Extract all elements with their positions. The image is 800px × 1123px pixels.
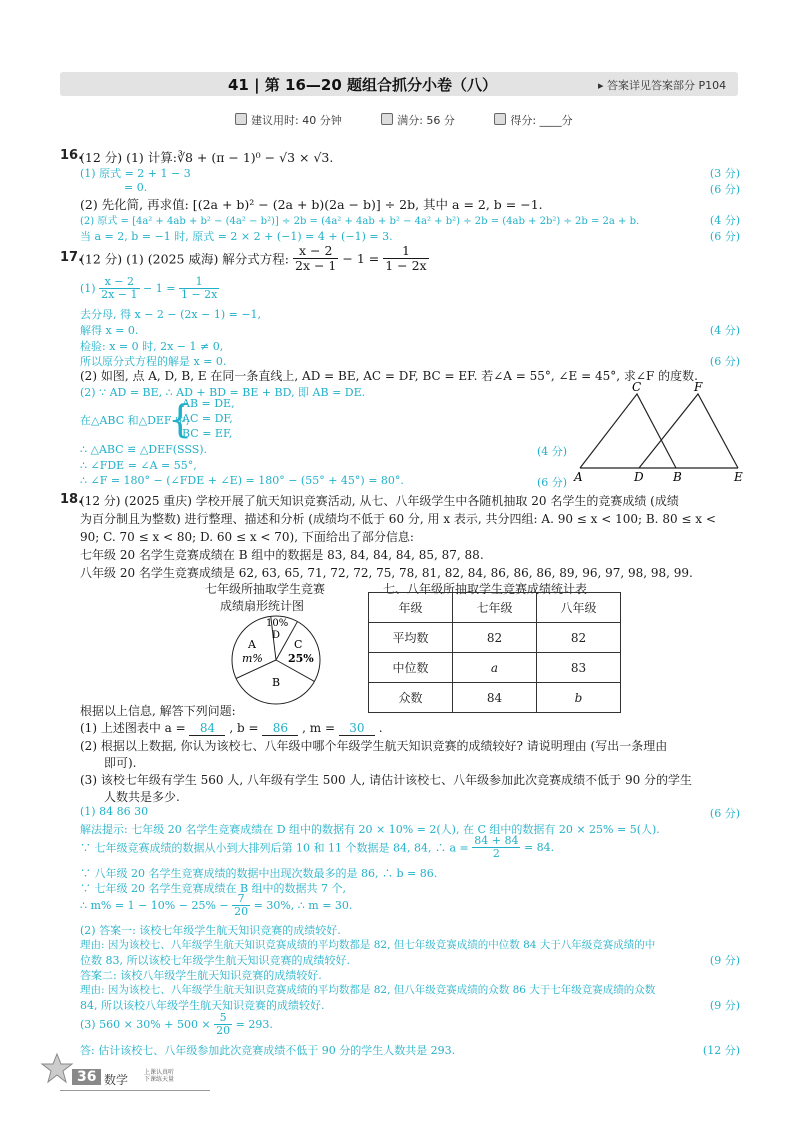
pie-label-c: C bbox=[294, 638, 303, 651]
triangle-figure bbox=[570, 380, 750, 488]
footer-line bbox=[60, 1090, 210, 1091]
pie-label-m: m% bbox=[242, 652, 263, 665]
page-title: 41 | 第 16—20 题组合抓分小卷（八） bbox=[228, 76, 497, 94]
pen-icon bbox=[494, 113, 506, 125]
q18-stem-line: 90; C. 70 ≤ x < 80; D. 60 ≤ x < 70), 下面给出了部分信息: bbox=[80, 530, 414, 544]
q18-sub2: (2) 根据以上数据, 你认为该校七、八年级中哪个年级学生航天知识竞赛的成绩较好? 请说明理由 (写出一条理由 bbox=[80, 739, 668, 753]
points-label: (12 分) bbox=[702, 1044, 740, 1057]
points-label: (9 分) bbox=[709, 954, 740, 967]
stats-table bbox=[368, 592, 621, 713]
table-title: 七、八年级所抽取学生竞赛成绩统计表 bbox=[383, 582, 588, 596]
question-number: 16. bbox=[60, 148, 84, 163]
answer-reference: ▸ 答案详见答案部分 P104 bbox=[598, 79, 727, 92]
pie-label-d: D bbox=[272, 630, 281, 641]
got-item: 得分: ____分 bbox=[494, 114, 572, 127]
q18-hint: ∵ 七年级 20 名学生竞赛成绩在 B 组中的数据共 7 个, bbox=[80, 882, 347, 895]
clock-icon bbox=[235, 113, 247, 125]
table-header-cell: 年级 bbox=[369, 593, 453, 623]
page-number: 36 bbox=[72, 1069, 101, 1085]
q16-answer-line: (1) 原式 = 2 + 1 − 3 bbox=[80, 167, 191, 180]
table-cell: 84 bbox=[453, 683, 537, 713]
points-label: (4 分) bbox=[709, 324, 740, 337]
pie-label-c-pct: 25% bbox=[288, 652, 314, 665]
triangle-abc bbox=[580, 394, 676, 468]
table-cell: 众数 bbox=[369, 683, 453, 713]
q18-stem-line: 七年级 20 名学生竞赛成绩在 B 组中的数据是 83, 84, 84, 84, 85, 87, 88. bbox=[80, 548, 484, 562]
meta-info bbox=[235, 112, 609, 128]
table-cell: 83 bbox=[537, 653, 621, 683]
q18-hint: ∵ 七年级竞赛成绩的数据从小到大排列后第 10 和 11 个数据是 84, 84, ∴ a = $\frac{84 + 84}{2}$ = 84. bbox=[80, 834, 555, 861]
q18-answer-line: 理由: 因为该校七、八年级学生航天知识竞赛成绩的平均数都是 82, 但八年级竞赛成绩的众数 86 大于七年级竞赛成绩的众数 bbox=[80, 984, 656, 996]
points-label: (9 分) bbox=[709, 999, 740, 1012]
points-label: (6 分) bbox=[709, 183, 740, 196]
subject-label: 数学 bbox=[104, 1073, 129, 1087]
points-label: (6 分) bbox=[709, 355, 740, 368]
pie-title: 七年级所抽取学生竞赛 bbox=[205, 582, 326, 596]
table-cell: 82 bbox=[453, 623, 537, 653]
point-label-f: F bbox=[694, 380, 703, 394]
question-number: 18. bbox=[60, 492, 84, 507]
table-cell: b bbox=[537, 683, 621, 713]
table-row bbox=[369, 653, 621, 683]
q18-sub1: (1) 上述图表中 a = 84 , b = 86 , m = 30 . bbox=[80, 721, 383, 735]
table-cell: a bbox=[453, 653, 537, 683]
table-header-cell: 八年级 bbox=[537, 593, 621, 623]
q17-answer-line: ∴ ∠F = 180° − (∠FDE + ∠E) = 180° − (55° + 45°) = 80°. bbox=[80, 474, 404, 487]
q18-answer-line: 答案二: 该校八年级学生航天知识竞赛的成绩较好. bbox=[80, 969, 322, 982]
pie-subtitle: 成绩扇形统计图 bbox=[220, 599, 305, 613]
table-header-row bbox=[369, 593, 621, 623]
q17-answer-line: (2) ∵ AD = BE, ∴ AD + BD = BE + BD, 即 AB = DE. bbox=[80, 386, 366, 399]
blank-b: 86 bbox=[262, 721, 298, 736]
q17-answer-line: 检验: x = 0 时, 2x − 1 ≠ 0, bbox=[80, 340, 224, 353]
point-label-b: B bbox=[673, 470, 682, 484]
fraction: $\frac{1}{1 - 2x}$ bbox=[180, 275, 218, 302]
pie-chart bbox=[228, 612, 324, 708]
q18-answer-line: 理由: 因为该校七、八年级学生航天知识竞赛成绩的平均数都是 82, 但七年级竞赛成绩的中位数 84 大于八年级竞赛成绩的中 bbox=[80, 939, 656, 951]
q16-part1: (12 分) (1) 计算:∛8 + (π − 1)⁰ − √3 × √3. bbox=[80, 150, 334, 165]
q17-answer-line: 在△ABC 和△DEF 中, bbox=[80, 414, 190, 427]
points-label: (4 分) bbox=[709, 214, 740, 227]
table-row bbox=[369, 623, 621, 653]
fraction: $\frac{1}{1 - 2x}$ bbox=[385, 243, 427, 273]
triangle-def bbox=[639, 394, 738, 468]
fraction: $\frac{5}{20}$ bbox=[216, 1011, 231, 1038]
q16-answer-line: = 0. bbox=[124, 181, 148, 194]
brace-line: AC = DF, bbox=[182, 412, 233, 425]
q17-answer-line: 所以原分式方程的解是 x = 0. bbox=[80, 355, 227, 368]
q17-answer-line: 解得 x = 0. bbox=[80, 324, 139, 337]
table-cell: 82 bbox=[537, 623, 621, 653]
brace: { bbox=[168, 397, 193, 441]
q18-hint: ∴ m% = 1 − 10% − 25% − $\frac{7}{20}$ = 30%, ∴ m = 30. bbox=[80, 892, 353, 919]
q16-part2: (2) 先化简, 再求值: [(2a + b)² − (2a + b)(2a − b)] ÷ 2b, 其中 a = 2, b = −1. bbox=[80, 197, 543, 212]
brace-line: BC = EF, bbox=[182, 427, 233, 440]
point-label-d: D bbox=[634, 470, 644, 484]
q18-answer-line: (2) 答案一: 该校七年级学生航天知识竞赛的成绩较好. bbox=[80, 924, 341, 937]
table-row bbox=[369, 683, 621, 713]
q18-sub2: 即可). bbox=[104, 756, 137, 770]
table-cell: 中位数 bbox=[369, 653, 453, 683]
table-header-cell: 七年级 bbox=[453, 593, 537, 623]
point-label-e: E bbox=[734, 470, 743, 484]
fraction: $\frac{7}{20}$ bbox=[234, 892, 249, 919]
q17-answer-line: ∴ △ABC ≌ △DEF(SSS). bbox=[80, 443, 208, 456]
q18-answer-line: 答: 估计该校七、八年级参加此次竞赛成绩不低于 90 分的学生人数共是 293. bbox=[80, 1044, 456, 1057]
pie-label-b: B bbox=[272, 676, 281, 689]
points-label: (6 分) bbox=[537, 476, 568, 489]
point-label-c: C bbox=[632, 380, 642, 394]
q17-part1: (12 分) (1) (2025 威海) 解分式方程: $\frac{x - 2}{2x - 1}$ − 1 = $\frac{1}{1 - 2x}$ bbox=[80, 243, 427, 273]
points-label: (6 分) bbox=[709, 807, 740, 820]
score-icon bbox=[381, 113, 393, 125]
q18-answer-line: 位数 83, 所以该校七年级学生航天知识竞赛的成绩较好. bbox=[80, 954, 350, 967]
q18-hint: 解法提示: 七年级 20 名学生竞赛成绩在 D 组中的数据有 20 × 10% = 2(人), 在 C 组中的数据有 20 × 25% = 5(人). bbox=[80, 823, 660, 836]
time-item: 建议用时: 40 分钟 bbox=[235, 114, 342, 127]
brace-line: AB = DE, bbox=[182, 397, 235, 410]
blank-a: 84 bbox=[189, 721, 225, 736]
fraction: $\frac{84 + 84}{2}$ bbox=[474, 834, 519, 861]
star-logo-icon bbox=[40, 1052, 74, 1086]
fraction: $\frac{x - 2}{2x - 1}$ bbox=[295, 243, 337, 273]
q17-answer-line: ∴ ∠FDE = ∠A = 55°, bbox=[80, 459, 197, 472]
point-label-a: A bbox=[574, 470, 583, 484]
q17-answer-line: 去分母, 得 x − 2 − (2x − 1) = −1, bbox=[80, 308, 262, 321]
q17-answer-line: (1) $\frac{x - 2}{2x - 1}$ − 1 = $\frac{1}{1 - 2x}$ bbox=[80, 275, 218, 302]
q18-answer-line: (1) 84 86 30 bbox=[80, 805, 149, 818]
table-cell: 平均数 bbox=[369, 623, 453, 653]
points-label: (4 分) bbox=[537, 445, 568, 458]
points-label: (3 分) bbox=[709, 167, 740, 180]
q18-stem-line: 八年级 20 名学生竞赛成绩是 62, 63, 65, 71, 72, 72, 75, 78, 81, 82, 84, 86, 86, 86, 89, 96, 97, 98, 98, 99. bbox=[80, 566, 693, 580]
question-number: 17. bbox=[60, 250, 84, 265]
fraction: $\frac{x - 2}{2x - 1}$ bbox=[101, 275, 138, 302]
pie-label-a: A bbox=[248, 638, 256, 651]
score-item: 满分: 56 分 bbox=[381, 114, 455, 127]
slogan: 上课认真听 下课练天量 bbox=[144, 1069, 175, 1083]
points-label: (6 分) bbox=[709, 230, 740, 243]
q18-answer-line: 84, 所以该校八年级学生航天知识竞赛的成绩较好. bbox=[80, 999, 325, 1012]
q16-answer-line: 当 a = 2, b = −1 时, 原式 = 2 × 2 + (−1) = 4 + (−1) = 3. bbox=[80, 230, 393, 243]
q18-sub3: (3) 该校七年级有学生 560 人, 八年级有学生 500 人, 请估计该校七、八年级参加此次竞赛成绩不低于 90 分的学生 bbox=[80, 773, 693, 787]
q18-sub3: 人数共是多少. bbox=[104, 790, 180, 804]
pie-label-d-pct: 10% bbox=[266, 618, 289, 629]
q18-intro: 根据以上信息, 解答下列问题: bbox=[80, 704, 236, 718]
q18-stem-line: 为百分制且为整数) 进行整理、描述和分析 (成绩均不低于 60 分, 用 x 表示, 共分四组: A. 90 ≤ x < 100; B. 80 ≤ x < bbox=[80, 512, 716, 526]
q16-answer-line: (2) 原式 = [4a² + 4ab + b² − (4a² − b²)] ÷ 2b = (4a² + 4ab + b² − 4a² + b²) ÷ 2b = (4ab + 2b²) ÷ 2b = 2a + b. bbox=[80, 216, 640, 227]
q18-stem-line: (12 分) (2025 重庆) 学校开展了航天知识竞赛活动, 从七、八年级学生中各随机抽取 20 名学生的竞赛成绩 (成绩 bbox=[80, 494, 679, 508]
blank-m: 30 bbox=[339, 721, 375, 736]
q18-hint: ∵ 八年级 20 名学生竞赛成绩的数据中出现次数最多的是 86, ∴ b = 86. bbox=[80, 867, 438, 880]
q17-part2: (2) 如图, 点 A, D, B, E 在同一条直线上, AD = BE, AC = DF, BC = EF. 若∠A = 55°, ∠E = 45°, 求∠F 的度数. bbox=[80, 369, 698, 383]
q18-answer-line: (3) 560 × 30% + 500 × $\frac{5}{20}$ = 293. bbox=[80, 1011, 273, 1038]
